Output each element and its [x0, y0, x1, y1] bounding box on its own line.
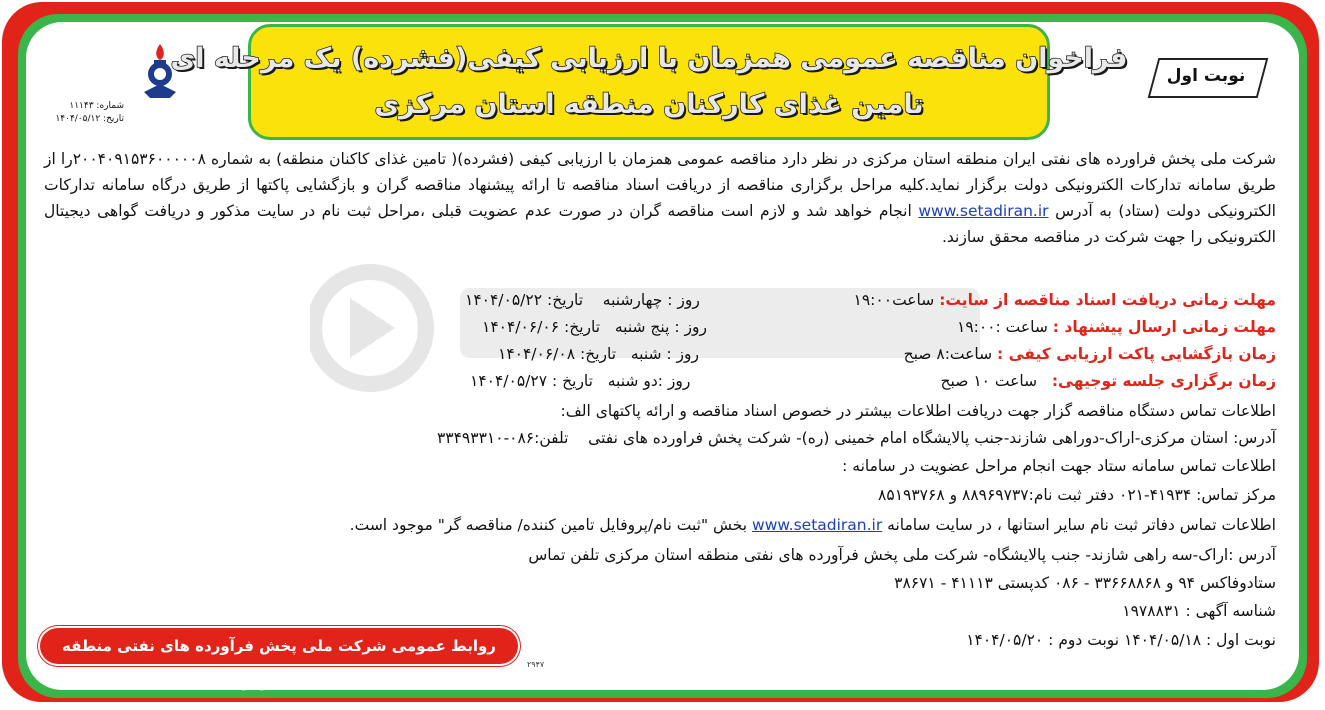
title-line-1: فراخوان مناقصه عمومی همزمان با ارزیابی کیفی(فشرده) یک مرحله ای — [170, 43, 1128, 74]
schedule-time: ساعت:۸ صبح — [903, 345, 993, 363]
intro-part-2: انجام خواهد شد و لازم است مناقصه گران در صورت عدم عضویت قبلی ،مراحل ثبت نام در سایت مذکور و دریافت گواهی دیجیتال الکترونیکی را جهت شرکت در مناقصه محقق سازند. — [44, 202, 1276, 246]
schedule-date: تاریخ : ۱۴۰۴/۰۵/۲۷ — [470, 372, 593, 390]
schedule-time: ساعت :۱۹:۰۰ — [957, 318, 1048, 336]
setad-contact-intro: اطلاعات تماس سامانه ستاد جهت انجام مراحل عضویت در سامانه : — [842, 457, 1276, 475]
round-label: نوبت اول — [1166, 66, 1246, 86]
schedule-row-opening-date — [498, 341, 699, 367]
schedule-date: تاریخ: ۱۴۰۴/۰۵/۲۲ — [465, 291, 584, 309]
document-number-block — [34, 100, 124, 126]
contact-intro: اطلاعات تماس دستگاه مناقصه گزار جهت دریافت اطلاعات بیشتر در خصوص اسناد مناقصه و ارائه پاکتهای الف: — [560, 402, 1276, 420]
contact-address: آدرس: استان مرکزی-اراک-دوراهی شازند-جنب پالایشگاه امام خمینی (ره)- شرکت پخش فراورده های نفتی — [588, 429, 1276, 447]
publication-rounds: نوبت اول : ۱۴۰۴/۰۵/۱۸ نوبت دوم : ۱۴۰۴/۰۵/۲۰ — [966, 631, 1276, 649]
region-fax-postal: ستادوفاکس ۹۴ و ۳۳۶۶۸۸۶۸ - ۰۸۶ کدپستی ۴۱۱۱۳ - ۳۸۶۷۱ — [894, 574, 1276, 592]
schedule-day: روز : پنج شنبه — [614, 318, 707, 336]
schedule-time: ساعت۱۹:۰۰ — [853, 291, 935, 309]
schedule-day: روز : چهارشنبه — [602, 291, 700, 309]
setadiran-link-2[interactable]: www.setadiran.ir — [752, 516, 883, 534]
oil-company-logo-icon — [130, 40, 190, 120]
provincial-offices-a: اطلاعات تماس دفاتر ثبت نام سایر استانها ، در سایت سامانه — [887, 516, 1276, 534]
setad-call-center: مرکز تماس: ۴۱۹۳۴-۰۲۱ دفتر ثبت نام:۸۸۹۶۹۷۳۷ و ۸۵۱۹۳۷۶۸ — [878, 486, 1276, 504]
document-number: شماره: ۱۱۱۴۳ — [69, 101, 124, 111]
schedule-day: روز : شنبه — [630, 345, 700, 363]
schedule-row-opening — [904, 341, 1276, 367]
schedule-time: ساعت ۱۰ صبح — [940, 372, 1038, 390]
schedule-row-documents-date — [465, 287, 700, 313]
title-line-2: تامین غذای کارکنان منطقه استان مرکزی — [374, 89, 924, 120]
document-date: تاریخ: ۱۴۰۴/۰۵/۱۲ — [55, 114, 124, 124]
intro-paragraph — [44, 146, 1276, 250]
setadiran-link[interactable]: www.setadiran.ir — [918, 202, 1049, 220]
schedule-label: مهلت زمانی دریافت اسناد مناقصه از سایت: — [939, 291, 1276, 309]
contact-phone: تلفن:۰۸۶-۳۳۴۹۳۳۱۰ — [436, 429, 569, 447]
schedule-date: تاریخ: ۱۴۰۴/۰۶/۰۶ — [482, 318, 601, 336]
schedule-day: روز :دو شنبه — [607, 372, 691, 390]
region-address: آدرس :اراک-سه راهی شازند- جنب پالایشگاه- شرکت ملی پخش فرآورده های نفتی منطقه استان مرکزی تلفن تماس — [528, 546, 1276, 564]
announcement-title-banner — [170, 24, 1128, 140]
provincial-offices-b: بخش "ثبت نام/پروفایل تامین کننده/ مناقصه گر" موجود است. — [349, 516, 748, 534]
contact-address-row — [437, 425, 1276, 451]
ad-id: شناسه آگهی : ۱۹۷۸۸۳۱ — [1122, 602, 1276, 620]
schedule-label: زمان بازگشایی پاکت ارزیابی کیفی : — [997, 345, 1276, 363]
public-relations-badge: روابط عمومی شرکت ملی پخش فرآورده های نفتی منطقه استان مرکزی — [40, 628, 518, 664]
schedule-row-briefing-date — [470, 368, 690, 394]
schedule-row-briefing — [941, 368, 1276, 394]
footer-code: ۲۹۴۷ — [527, 660, 545, 669]
schedule-date: تاریخ: ۱۴۰۴/۰۶/۰۸ — [498, 345, 617, 363]
schedule-row-proposals — [957, 314, 1276, 340]
schedule-row-documents — [854, 287, 1276, 313]
schedule-label: زمان برگزاری جلسه توجیهی: — [1051, 372, 1276, 390]
provincial-offices — [350, 512, 1276, 538]
intro-part-1: شرکت ملی پخش فراورده های نفتی ایران منطقه استان مرکزی در نظر دارد مناقصه عمومی همزمان با ارزیابی کیفی (فشرده)( تامین غذای کاکنان منطقه) به شماره ۲۰۰۴۰۹۱۵۳۶۰۰۰۰۰۸را از طریق سامانه تدارکات الکترونیکی دولت برگزار نماید.کلیه مراحل برگزاری مناقصه از دریافت اسناد مناقصه تا ارائه پیشنهاد مناقصه گران و بازگشایی پاکتها از طریق درگاه سامانه تدارکات الکترونیکی دولت (ستاد) به آدرس — [44, 150, 1276, 220]
logo-caption — [118, 86, 202, 96]
schedule-label: مهلت زمانی ارسال پیشنهاد : — [1052, 318, 1276, 336]
schedule-row-proposals-date — [482, 314, 707, 340]
